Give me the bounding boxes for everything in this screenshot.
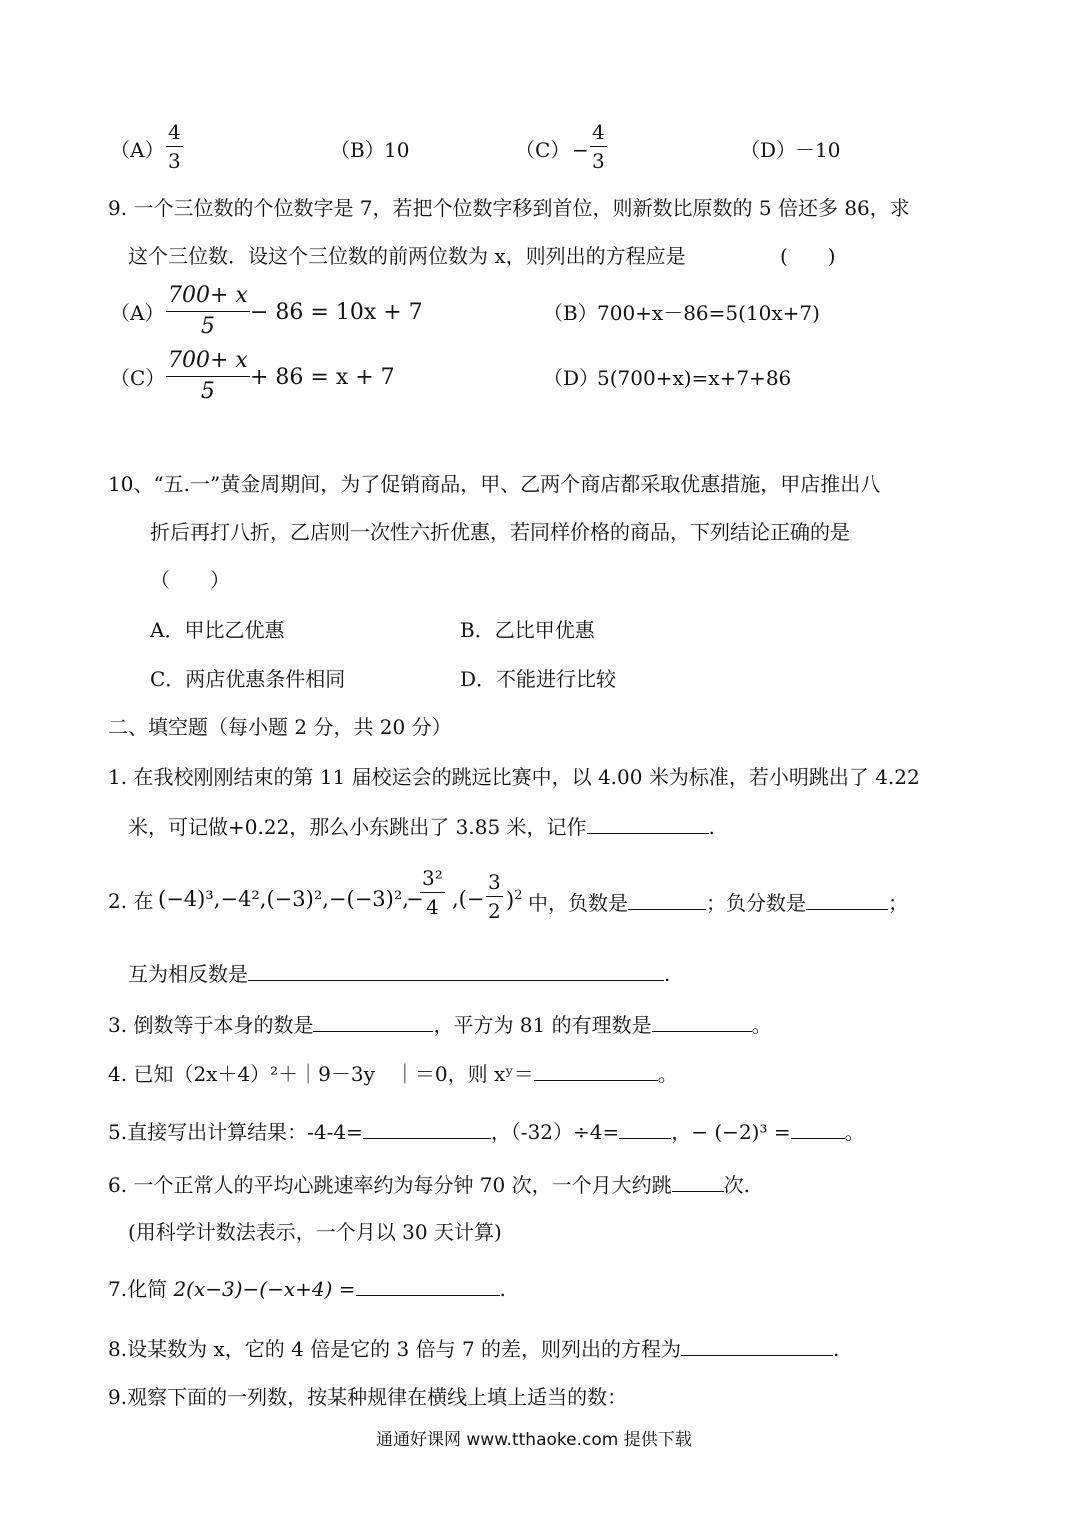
fill2-middle [528,891,908,913]
q10-answer-paren: （ ） [150,568,230,592]
fill2-opposite-label: 互为相反数是 [128,962,248,986]
fill3 [108,1013,772,1035]
q9-stem-line2: 这个三位数．设这个三位数的前两位数为 x，则列出的方程应是 [128,244,686,268]
fraction-denominator: 2 [488,899,501,923]
q10-option-d: D．不能进行比较 [460,667,617,691]
q9-option-c-rest: + 86 = x + 7 [250,365,395,390]
fill9: 9.观察下面的一列数，按某种规律在横线上填上适当的数： [108,1385,628,1409]
fill7-end: . [499,1277,506,1301]
fill2-fraction-2 [486,872,503,921]
q8-option-c-sign: − [572,138,589,162]
fill2-prefix: 2. 在 [108,889,154,913]
fill3-text: 3. 倒数等于本身的数是 [108,1013,314,1037]
fraction-denominator: 5 [200,379,215,404]
fill3-square-blank[interactable] [652,1013,752,1032]
fraction-numerator: 700+ x [166,285,250,312]
q8-option-d-label: （D） [740,138,797,162]
fill4-text: 4. 已知（2x＋4）²＋｜9－3y ｜＝0，则 xʸ＝ [108,1062,534,1086]
fill2-line2-end: . [664,962,671,986]
fill2-opposite-blank[interactable] [248,962,664,981]
fraction-denominator: 3 [592,149,605,173]
fill2-paren-open: ,(− [452,887,485,911]
q9-option-b-text: 700+x－86=5(10x+7) [597,301,820,325]
fraction-numerator: 700+ x [166,350,250,377]
fill2-negative-fraction-blank[interactable] [806,891,888,910]
fill8 [108,1337,839,1359]
q8-option-d-value: －10 [795,138,841,162]
fill6-line1 [108,1173,750,1195]
fill5-end: 。 [844,1120,865,1144]
q8-option-c-label: （C） [515,138,571,162]
fill4 [108,1062,678,1084]
fraction-denominator: 4 [426,895,439,919]
q10-option-b: B．乙比甲优惠 [460,618,595,642]
fill5-mid2: ，− (−2)³ = [671,1120,791,1144]
q8-option-c-fraction [590,122,607,171]
fill4-end: 。 [657,1062,678,1086]
fill8-text: 8.设某数为 x，它的 4 倍是它的 3 倍与 7 的差，则列出的方程为 [108,1337,682,1361]
fill5-text: 5.直接写出计算结果：-4-4= [108,1120,363,1144]
q8-option-a-fraction [166,122,183,171]
q9-option-c-fraction [166,350,250,403]
fill8-end: . [833,1337,840,1361]
fill6-text: 6. 一个正常人的平均心跳速率约为每分钟 70 次，一个月大约跳 [108,1173,672,1197]
fill5-blank-2[interactable] [619,1120,671,1139]
q9-option-d-label: （D） [543,366,600,390]
fill3-reciprocal-blank[interactable] [313,1013,433,1032]
fill7-text: 7.化简 [108,1277,168,1301]
fill1-line2 [128,815,715,837]
fill6-answer-blank[interactable] [672,1173,724,1192]
fill2-expression: (−4)³,−4²,(−3)²,−(−3)², [158,887,409,911]
fraction-numerator: 4 [166,122,183,147]
q8-option-a-label: （A） [110,138,165,162]
fill2-negative-blank[interactable] [628,891,706,910]
q10-option-a: A．甲比乙优惠 [150,618,285,642]
fill7-answer-blank[interactable] [356,1277,500,1296]
fill5-mid: ，（-32）÷4= [490,1120,620,1144]
fill2-negative-fraction-label: ；负分数是 [706,891,806,915]
q9-option-d-text: 5(700+x)=x+7+86 [597,366,792,390]
fraction-numerator: 3 [486,872,503,897]
fill1-answer-blank[interactable] [587,815,709,834]
fill5 [108,1120,865,1142]
fill2-negative-label: 中，负数是 [528,891,628,915]
fill1-line1: 1. 在我校刚刚结束的第 11 届校运会的跳远比赛中，以 4.00 米为标准，若小明跳出了 4.22 [108,765,920,789]
q8-option-b-label: （B） [330,138,385,162]
q10-stem-line1: 10、“五.一”黄金周期间，为了促销商品，甲、乙两个商店都采取优惠措施，甲店推出八 [108,472,881,496]
fill5-blank-1[interactable] [363,1120,491,1139]
page-footer: 通通好课网 www.tthaoke.com 提供下载 [376,1430,692,1450]
fill2-line2 [128,962,670,984]
fill8-answer-blank[interactable] [681,1337,833,1356]
fill2-paren-close: )$^2$ [506,888,523,912]
section-heading: 二、填空题（每小题 2 分，共 20 分） [108,715,452,739]
q9-answer-paren: ( ) [780,244,836,268]
q9-option-a-label: （A） [110,301,165,325]
q9-option-a-rest: − 86 = 10x + 7 [250,300,423,325]
fill6-line2: (用科学计数法表示，一个月以 30 天计算) [128,1220,502,1244]
fill3-end: 。 [751,1013,772,1037]
q8-option-b-value: 10 [384,138,410,162]
fill2-frac1-sign: − [406,887,424,911]
fraction-denominator: 3 [168,149,181,173]
q9-option-a-fraction [166,285,250,338]
fill7 [108,1277,506,1299]
fill4-answer-blank[interactable] [534,1062,658,1081]
fill2-end: ； [888,891,908,915]
q10-option-c: C．两店优惠条件相同 [150,667,346,691]
fill2-fraction-1 [420,868,445,917]
fraction-numerator: 3² [420,868,445,893]
fill5-blank-3[interactable] [791,1120,845,1139]
q9-option-c-label: （C） [110,366,166,390]
q10-stem-line2: 折后再打八折，乙店则一次性六折优惠，若同样价格的商品，下列结论正确的是 [150,520,850,544]
fill1-end: . [708,815,715,839]
fraction-denominator: 5 [200,314,215,339]
fill7-expression: 2(x−3)−(−x+4) = [173,1277,356,1301]
q9-stem-line1: 9. 一个三位数的个位数字是 7，若把个位数字移到首位，则新数比原数的 5 倍还多 86，求 [108,196,910,220]
fill1-text: 米，可记做+0.22，那么小东跳出了 3.85 米，记作 [128,815,587,839]
fraction-numerator: 4 [590,122,607,147]
fill3-mid: ，平方为 81 的有理数是 [433,1013,652,1037]
fill6-unit: 次. [723,1173,750,1197]
q9-option-b-label: （B） [543,301,598,325]
